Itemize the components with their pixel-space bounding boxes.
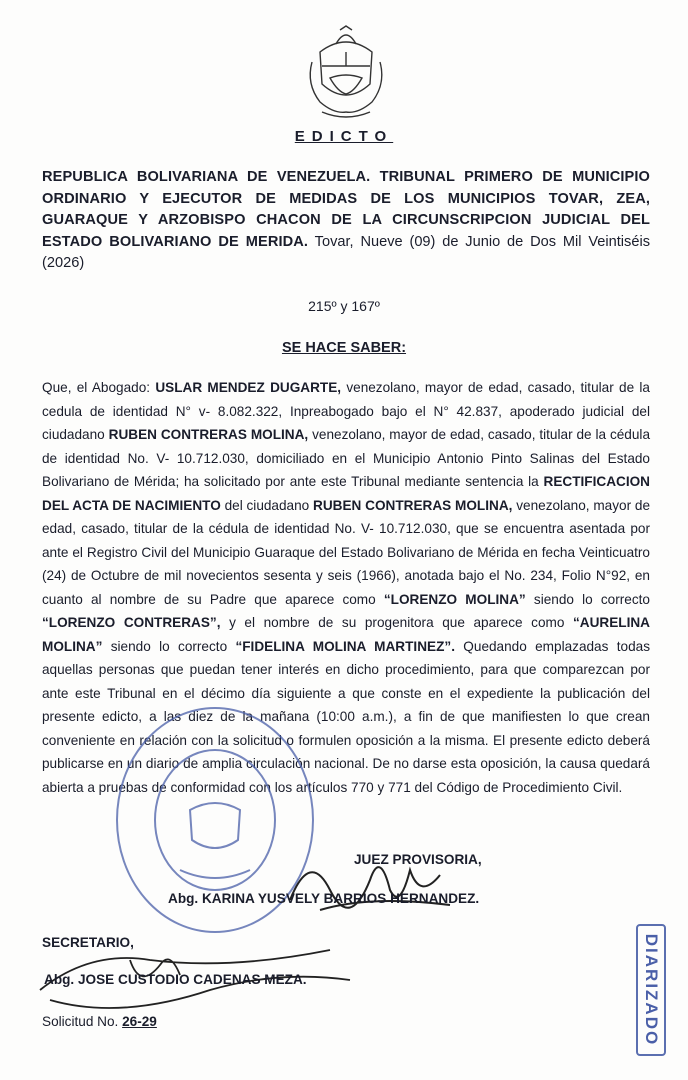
body-bold: RECTIFICACION DEL ACTA DE NACIMIENTO — [42, 474, 650, 513]
body-text: del ciudadano — [220, 497, 314, 513]
secretary-name: Abg. JOSE CUSTODIO CADENAS MEZA. — [44, 972, 307, 987]
body-text: Quedando emplazadas todas aquellas personas que puedan tener interés en dicho procedimiento, para que comparezcan por ante este Tribunal en el décimo día siguiente a que conste en el expediente la publicación del presente edicto, a las diez de la mañana (10:00 a.m.), a fin de que manifiesten lo que crean conveniente en relación con la solicitud o formulen oposición a la misma. El presente edicto deberá publicarse en un diario de amplia circulación nacional. De no darse esta oposición, la causa quedará abierta a pruebas de conformidad con los artículos 770 y 771 del Código de Procedimiento Civil. — [42, 638, 650, 795]
solicitud-line — [42, 1014, 157, 1029]
body-bold: RUBEN CONTRERAS MOLINA, — [108, 427, 309, 442]
solicitud-number: 26-29 — [122, 1014, 157, 1029]
body-bold: “AURELINA MOLINA” — [42, 615, 650, 654]
body-text: y el nombre de su progenitora que aparece como — [220, 615, 573, 630]
judge-name: Abg. KARINA YUSVELY BARRIOS HERNANDEZ. — [168, 891, 480, 906]
body-text: venezolano, mayor de edad, casado, titular de la cedula de identidad N° v- 8.082.322, Inpreabogado bajo el N° 42.837, apoderado judicial del ciudadano — [42, 380, 650, 442]
coat-of-arms-icon — [300, 22, 392, 126]
body-bold: “FIDELINA MOLINA MARTINEZ”. — [235, 638, 455, 654]
body-text: venezolano, mayor de edad, casado, titular de la cédula de identidad No. V- 10.712.030, que se encuentra asentada por ante el Registro Civil del Municipio Guaraque del Estado Bolivariano de Mérida en fecha Veinticuatro (24) de Octubre de mil novecientos sesenta y seis (1966), anotada bajo el No. 234, Folio N°92, en cuanto al nombre de su Padre que aparece como — [42, 497, 651, 607]
intro-paragraph — [42, 167, 650, 275]
document-heading: EDICTO — [294, 128, 394, 145]
body-text: siendo lo correcto — [525, 591, 650, 607]
body-text: venezolano, mayor de edad, casado, titular de la cédula de identidad No. V- 10.712.030, domiciliado en el Municipio Antonio Pinto Salinas del Estado Bolivariano de Mérida; ha solicitado por ante este Tribunal mediante sentencia la — [42, 427, 650, 489]
body-bold: “LORENZO MOLINA” — [383, 591, 526, 607]
body-bold: RUBEN CONTRERAS MOLINA, — [313, 497, 513, 513]
solicitud-label: Solicitud No. — [42, 1014, 119, 1029]
intro-date: Tovar, Nueve (09) de Junio de Dos Mil Veintiséis (2026) — [42, 233, 650, 271]
body-text: Que, el Abogado: — [42, 380, 156, 395]
diarizado-stamp-text: DIARIZADO — [642, 933, 661, 1047]
secretary-title: SECRETARIO, — [42, 935, 134, 950]
body-bold: USLAR MENDEZ DUGARTE, — [155, 380, 342, 395]
judge-title: JUEZ PROVISORIA, — [354, 852, 482, 867]
body-text: siendo lo correcto — [102, 638, 236, 654]
years-line: 215º y 167º — [308, 298, 380, 314]
section-title: SE HACE SABER: — [281, 340, 407, 356]
intro-court-name: REPUBLICA BOLIVARIANA DE VENEZUELA. TRIBUNAL PRIMERO DE MUNICIPIO ORDINARIO Y EJECUTOR DE MEDIDAS DE LOS MUNICIPIOS TOVAR, ZEA, GUARAQUE Y ARZOBISPO CHACON DE LA CIRCUNSCRIPCION JUDICIAL DEL ESTADO BOLIVARIANO DE MERIDA. — [42, 169, 650, 250]
body-bold: “LORENZO CONTRERAS”, — [42, 615, 221, 630]
